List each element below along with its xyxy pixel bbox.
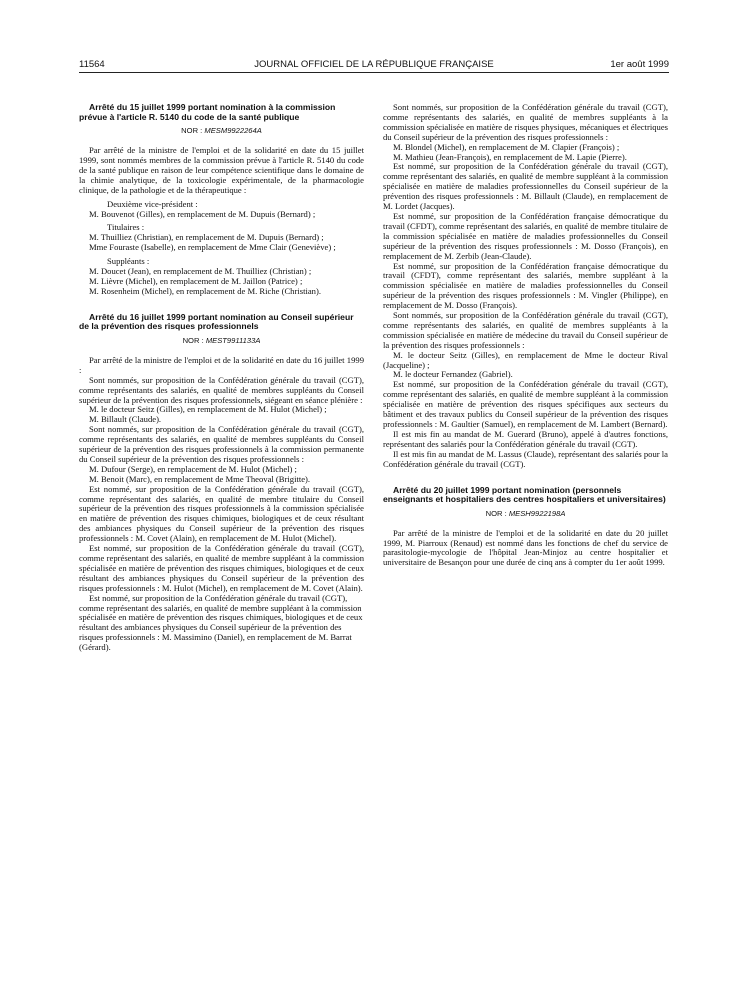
titulaire-entry: M. Thuilliez (Christian), en remplacement de M. Dupuis (Bernard) ;: [89, 232, 324, 243]
suppleant-entry: M. Rosenheim (Michel), en remplacement de M. Riche (Christian).: [89, 285, 321, 296]
left-column: [79, 103, 364, 653]
suppleants-heading: Suppléants :: [107, 256, 150, 267]
titulaires-heading: Titulaires :: [107, 222, 145, 233]
arrete2-intro: Par arrêté de la ministre de l'emploi et de la solidarité en date du 16 juillet 1999 :: [79, 354, 364, 375]
paragraph: Est nommé, sur proposition de la Confédération française démocratique du travail (CFDT), comme représentant des salariés, membre suppléant à la commission spécialisée en matière de maladies professionnelles du Conseil supérieur de la prévention des risques professionnels : M. Vingler (Philippe), en remplacement de M. Dosso (François).: [383, 260, 668, 311]
paragraph: Il est mis fin au mandat de M. Guerard (Bruno), appelé à d'autres fonctions, représentant des salariés pour la Confédération générale du travail (CGT).: [383, 428, 668, 449]
paragraph: Sont nommés, sur proposition de la Confédération générale du travail (CGT), comme représentants des salariés, en qualité de membres suppléants du Conseil supérieur de la prévention des risques professionnels à la commission permanente du Conseil supérieur de la prévention des risques professionnels :: [79, 424, 364, 464]
arrete2-title: Arrêté du 16 juillet 1999 portant nomination au Conseil supérieur de la prévention des risques professionnels: [79, 311, 354, 332]
list-item: M. Mathieu (Jean-François), en remplacement de M. Lapie (Pierre).: [393, 151, 627, 162]
arrete3-title: Arrêté du 20 juillet 1999 portant nomination (personnels enseignants et hospitaliers des centres hospitaliers et universitaires): [383, 484, 666, 505]
list-item: M. le docteur Seitz (Gilles), en remplacement de Mme le docteur Rival (Jacqueline) ;: [383, 349, 668, 370]
page-number: 11564: [79, 59, 105, 70]
arrete3-nor: [383, 509, 668, 519]
suppleant-entry: M. Lièvre (Michel), en remplacement de M. Jaillon (Patrice) ;: [89, 275, 303, 286]
vp-heading: Deuxième vice-président :: [107, 198, 198, 209]
vp-entry: M. Bouvenot (Gilles), en remplacement de M. Dupuis (Bernard) ;: [89, 208, 316, 219]
paragraph: Il est mis fin au mandat de M. Lassus (Claude), représentant des salariés pour la Confédération générale du travail (CGT).: [383, 448, 668, 469]
list-item: M. Blondel (Michel), en remplacement de M. Clapier (François) ;: [393, 141, 620, 152]
list-item: M. Dufour (Serge), en remplacement de M. Hulot (Michel) ;: [89, 463, 297, 474]
header-rule: [79, 72, 669, 73]
titulaire-entry: Mme Fouraste (Isabelle), en remplacement de Mme Clair (Geneviève) ;: [89, 242, 336, 253]
paragraph: Sont nommés, sur proposition de la Confédération générale du travail (CGT), comme représentants des salariés, en qualité de membres suppléants du Conseil supérieur de la prévention des risques professionnels, siégeant en séance plénière :: [79, 374, 364, 405]
nor-code: MESH9922198A: [508, 508, 566, 518]
arrete1-intro: Par arrêté de la ministre de l'emploi et de la solidarité en date du 15 juillet 1999, sont nommés membres de la commission prévue à l'article R. 5140 du code de la santé publique en raison de leur compétence scientifique dans le domaine de la chimie analytique, de la toxicologie expérimentale, de la pharmacologie clinique, de la pathologie et de la thérapeutique :: [79, 145, 364, 195]
suppleant-entry: M. Doucet (Jean), en remplacement de M. Thuilliez (Christian) ;: [89, 266, 312, 277]
paragraph: Est nommé, sur proposition de la Confédération générale du travail (CGT), comme représentant des salariés, en qualité de membre suppléant à la commission spécialisée en matière de prévention des risques chimiques, biologiques et de ceux résultant des ambiances physiques du Conseil supérieur de la prévention des risques professionnels : M. Massimino (Daniel), en remplacement de M. Barrat (Gérard).: [79, 592, 363, 653]
paragraph: Sont nommés, sur proposition de la Confédération générale du travail (CGT), comme représentants des salariés, en qualité de membres suppléants à la commission spécialisée en matière de médecine du travail du Conseil supérieur de la prévention des risques professionnels :: [383, 310, 668, 350]
nor-label: NOR :: [181, 126, 203, 136]
list-item: M. Benoit (Marc), en remplacement de Mme Theoval (Brigitte).: [89, 473, 311, 484]
arrete3-body: Par arrêté de la ministre de l'emploi et de la solidarité en date du 20 juillet 1999, M. Piarroux (Renaud) est nommé dans les fonctions de chef du service de parasitologie-mycologie de l'hôpital Jean-Minjoz au centre hospitalier et universitaire de Besançon pour une durée de cinq ans à compter du 1er août 1999.: [383, 527, 668, 568]
paragraph: Est nommé, sur proposition de la Confédération générale du travail (CGT), comme représentant des salariés, en qualité de membre suppléant à la commission spécialisée en matière de prévention des risques chimiques, biologiques et de ceux résultant des ambiances physiques du Conseil supérieur de la prévention des risques professionnels : M. Hulot (Michel), en remplacement de M. Covet (Alain).: [79, 543, 364, 593]
arrete1-title: Arrêté du 15 juillet 1999 portant nomination à la commission prévue à l'article R. 5140 du code de la santé publique: [79, 102, 336, 122]
list-item: M. le docteur Fernandez (Gabriel).: [393, 369, 513, 380]
list-item: M. le docteur Seitz (Gilles), en remplacement de M. Hulot (Michel) ;: [89, 404, 327, 415]
journal-title: JOURNAL OFFICIEL DE LA RÉPUBLIQUE FRANÇAISE: [254, 59, 494, 70]
nor-label: NOR :: [182, 335, 204, 345]
arrete1-nor: [79, 126, 364, 136]
nor-code: MEST9911133A: [205, 335, 261, 345]
paragraph: Est nommé, sur proposition de la Confédération française démocratique du travail (CFDT), comme représentant des salariés, en qualité de membre titulaire de la commission spécialisée en matière de maladies professionnelles du Conseil supérieur de la prévention des risques professionnels : M. Dosso (François), en remplacement de M. Zerbib (Jean-Claude).: [383, 210, 668, 261]
list-item: M. Billault (Claude).: [89, 414, 162, 425]
paragraph: Est nommé, sur proposition de la Confédération générale du travail (CGT), comme représentant des salariés, en qualité de membre suppléant à la commission spécialisée en matière de maladies professionnelles du Conseil supérieur de la prévention des risques professionnels : M. Billault (Claude), en remplacement de M. Lordet (Jacques).: [383, 161, 668, 212]
page-header: [79, 59, 669, 73]
nor-label: NOR :: [485, 508, 507, 518]
right-column: [383, 103, 668, 568]
issue-date: 1er août 1999: [610, 59, 669, 70]
paragraph: Sont nommés, sur proposition de la Confédération générale du travail (CGT), comme représentants des salariés, en qualité de membres suppléants à la commission spécialisée en matière de risques physiques, mécaniques et électriques du Conseil supérieur de la prévention des risques professionnels :: [383, 102, 668, 142]
arrete2-nor: [79, 336, 364, 346]
nor-code: MESM9922264A: [204, 126, 262, 136]
paragraph: Est nommé, sur proposition de la Confédération générale du travail (CGT), comme représentant des salariés, en qualité de membre titulaire du Conseil supérieur de la prévention des risques professionnels à la commission spécialisée en matière de prévention des risques chimiques, biologiques et de ceux résultant des ambiances physiques du Conseil supérieur de la prévention des risques professionnels : M. Covet (Alain), en remplacement de M. Hulot (Michel).: [79, 483, 364, 544]
paragraph: Est nommé, sur proposition de la Confédération générale du travail (CGT), comme représentant des salariés, en qualité de membre suppléant à la commission spécialisée en matière de prévention des risques spécifiques aux secteurs du bâtiment et des travaux publics du Conseil supérieur de la prévention des risques professionnels : M. Gaultier (Samuel), en remplacement de M. Lambert (Bernard).: [383, 379, 668, 429]
